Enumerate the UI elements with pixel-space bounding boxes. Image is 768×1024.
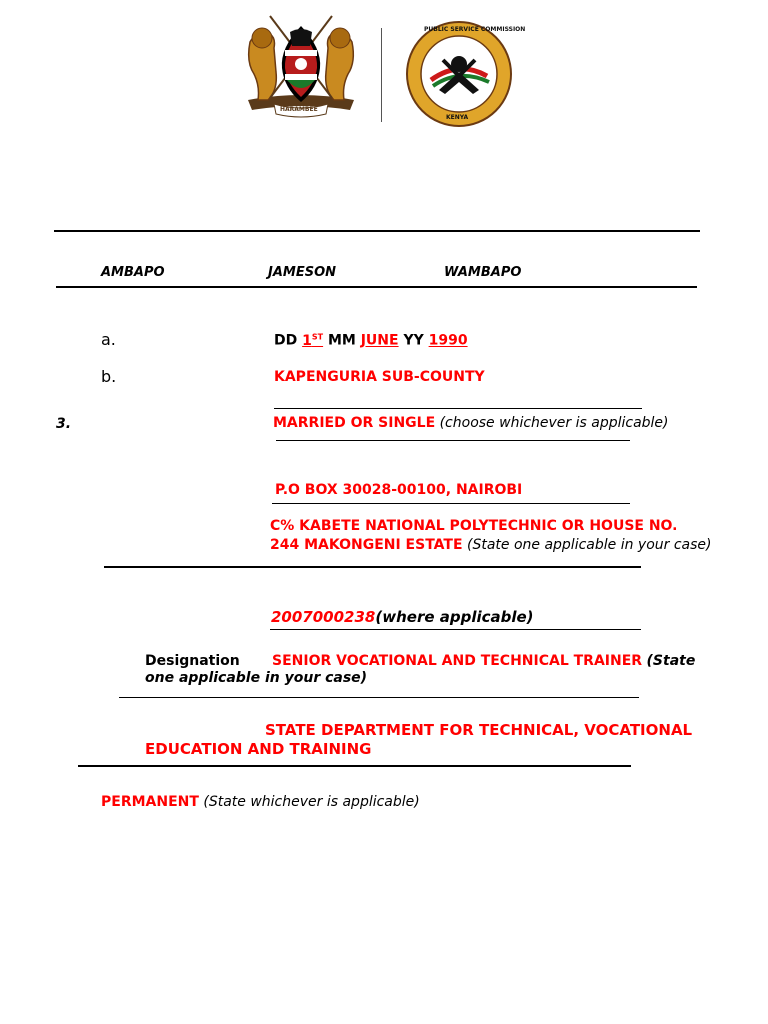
dd-label: DD bbox=[274, 332, 298, 349]
physical-address-rule bbox=[104, 566, 641, 568]
employment-number-rule bbox=[270, 629, 641, 630]
surname-value: AMBAPO bbox=[101, 265, 165, 280]
top-rule bbox=[54, 230, 700, 232]
coat-of-arms-motto: HARAMBEE bbox=[280, 106, 318, 113]
physical-address-note: (State one applicable in your case) bbox=[466, 537, 712, 553]
employment-number-line bbox=[271, 608, 534, 626]
designation-rule bbox=[119, 697, 639, 698]
marital-note: (choose whichever is applicable) bbox=[439, 415, 669, 431]
place-of-birth-rule bbox=[274, 408, 642, 409]
marital-rule bbox=[276, 440, 630, 441]
psc-seal-logo bbox=[403, 20, 515, 128]
header-divider bbox=[381, 28, 382, 122]
first-name-value: JAMESON bbox=[268, 265, 337, 280]
name-row-rule bbox=[56, 286, 697, 288]
designation-value: SENIOR VOCATIONAL AND TECHNICAL TRAINER bbox=[272, 653, 643, 669]
postal-address-rule bbox=[272, 503, 630, 504]
psc-seal-country: KENYA bbox=[446, 114, 469, 121]
designation-line1 bbox=[272, 653, 695, 669]
dob-line bbox=[274, 332, 468, 349]
dob-month: JUNE bbox=[360, 332, 399, 349]
mm-label: MM bbox=[327, 332, 356, 349]
marital-line bbox=[273, 415, 669, 431]
dob-year: 1990 bbox=[428, 332, 468, 349]
item-a-label: a. bbox=[101, 330, 116, 349]
dob-day: 1ST bbox=[302, 332, 324, 349]
designation-label: Designation bbox=[145, 653, 240, 669]
terms-value: PERMANENT bbox=[101, 794, 199, 810]
terms-line bbox=[101, 794, 420, 810]
department-line1: STATE DEPARTMENT FOR TECHNICAL, VOCATIONAL bbox=[265, 721, 693, 739]
postal-address-value: P.O BOX 30028-00100, NAIROBI bbox=[275, 482, 523, 498]
department-rule bbox=[78, 765, 631, 767]
department-line2: EDUCATION AND TRAINING bbox=[145, 740, 372, 758]
item-b-label: b. bbox=[101, 367, 117, 386]
designation-note-end: one applicable in your case) bbox=[145, 670, 368, 686]
other-name-value: WAMBAPO bbox=[444, 265, 522, 280]
terms-note: (State whichever is applicable) bbox=[203, 794, 420, 810]
physical-address-line2 bbox=[270, 537, 712, 553]
physical-address-line1: C% KABETE NATIONAL POLYTECHNIC OR HOUSE NO. bbox=[270, 518, 678, 534]
employment-number-value: 2007000238 bbox=[271, 608, 376, 626]
yy-label: YY bbox=[403, 332, 424, 349]
designation-note-start: (State bbox=[646, 653, 696, 669]
psc-seal-text: PUBLIC SERVICE COMMISSION bbox=[424, 26, 526, 33]
employment-number-note: (where applicable) bbox=[375, 608, 534, 626]
marital-value: MARRIED OR SINGLE bbox=[273, 415, 436, 431]
marital-number: 3. bbox=[56, 416, 72, 432]
physical-address-value: 244 MAKONGENI ESTATE bbox=[270, 537, 463, 553]
place-of-birth-value: KAPENGURIA SUB-COUNTY bbox=[274, 369, 485, 385]
